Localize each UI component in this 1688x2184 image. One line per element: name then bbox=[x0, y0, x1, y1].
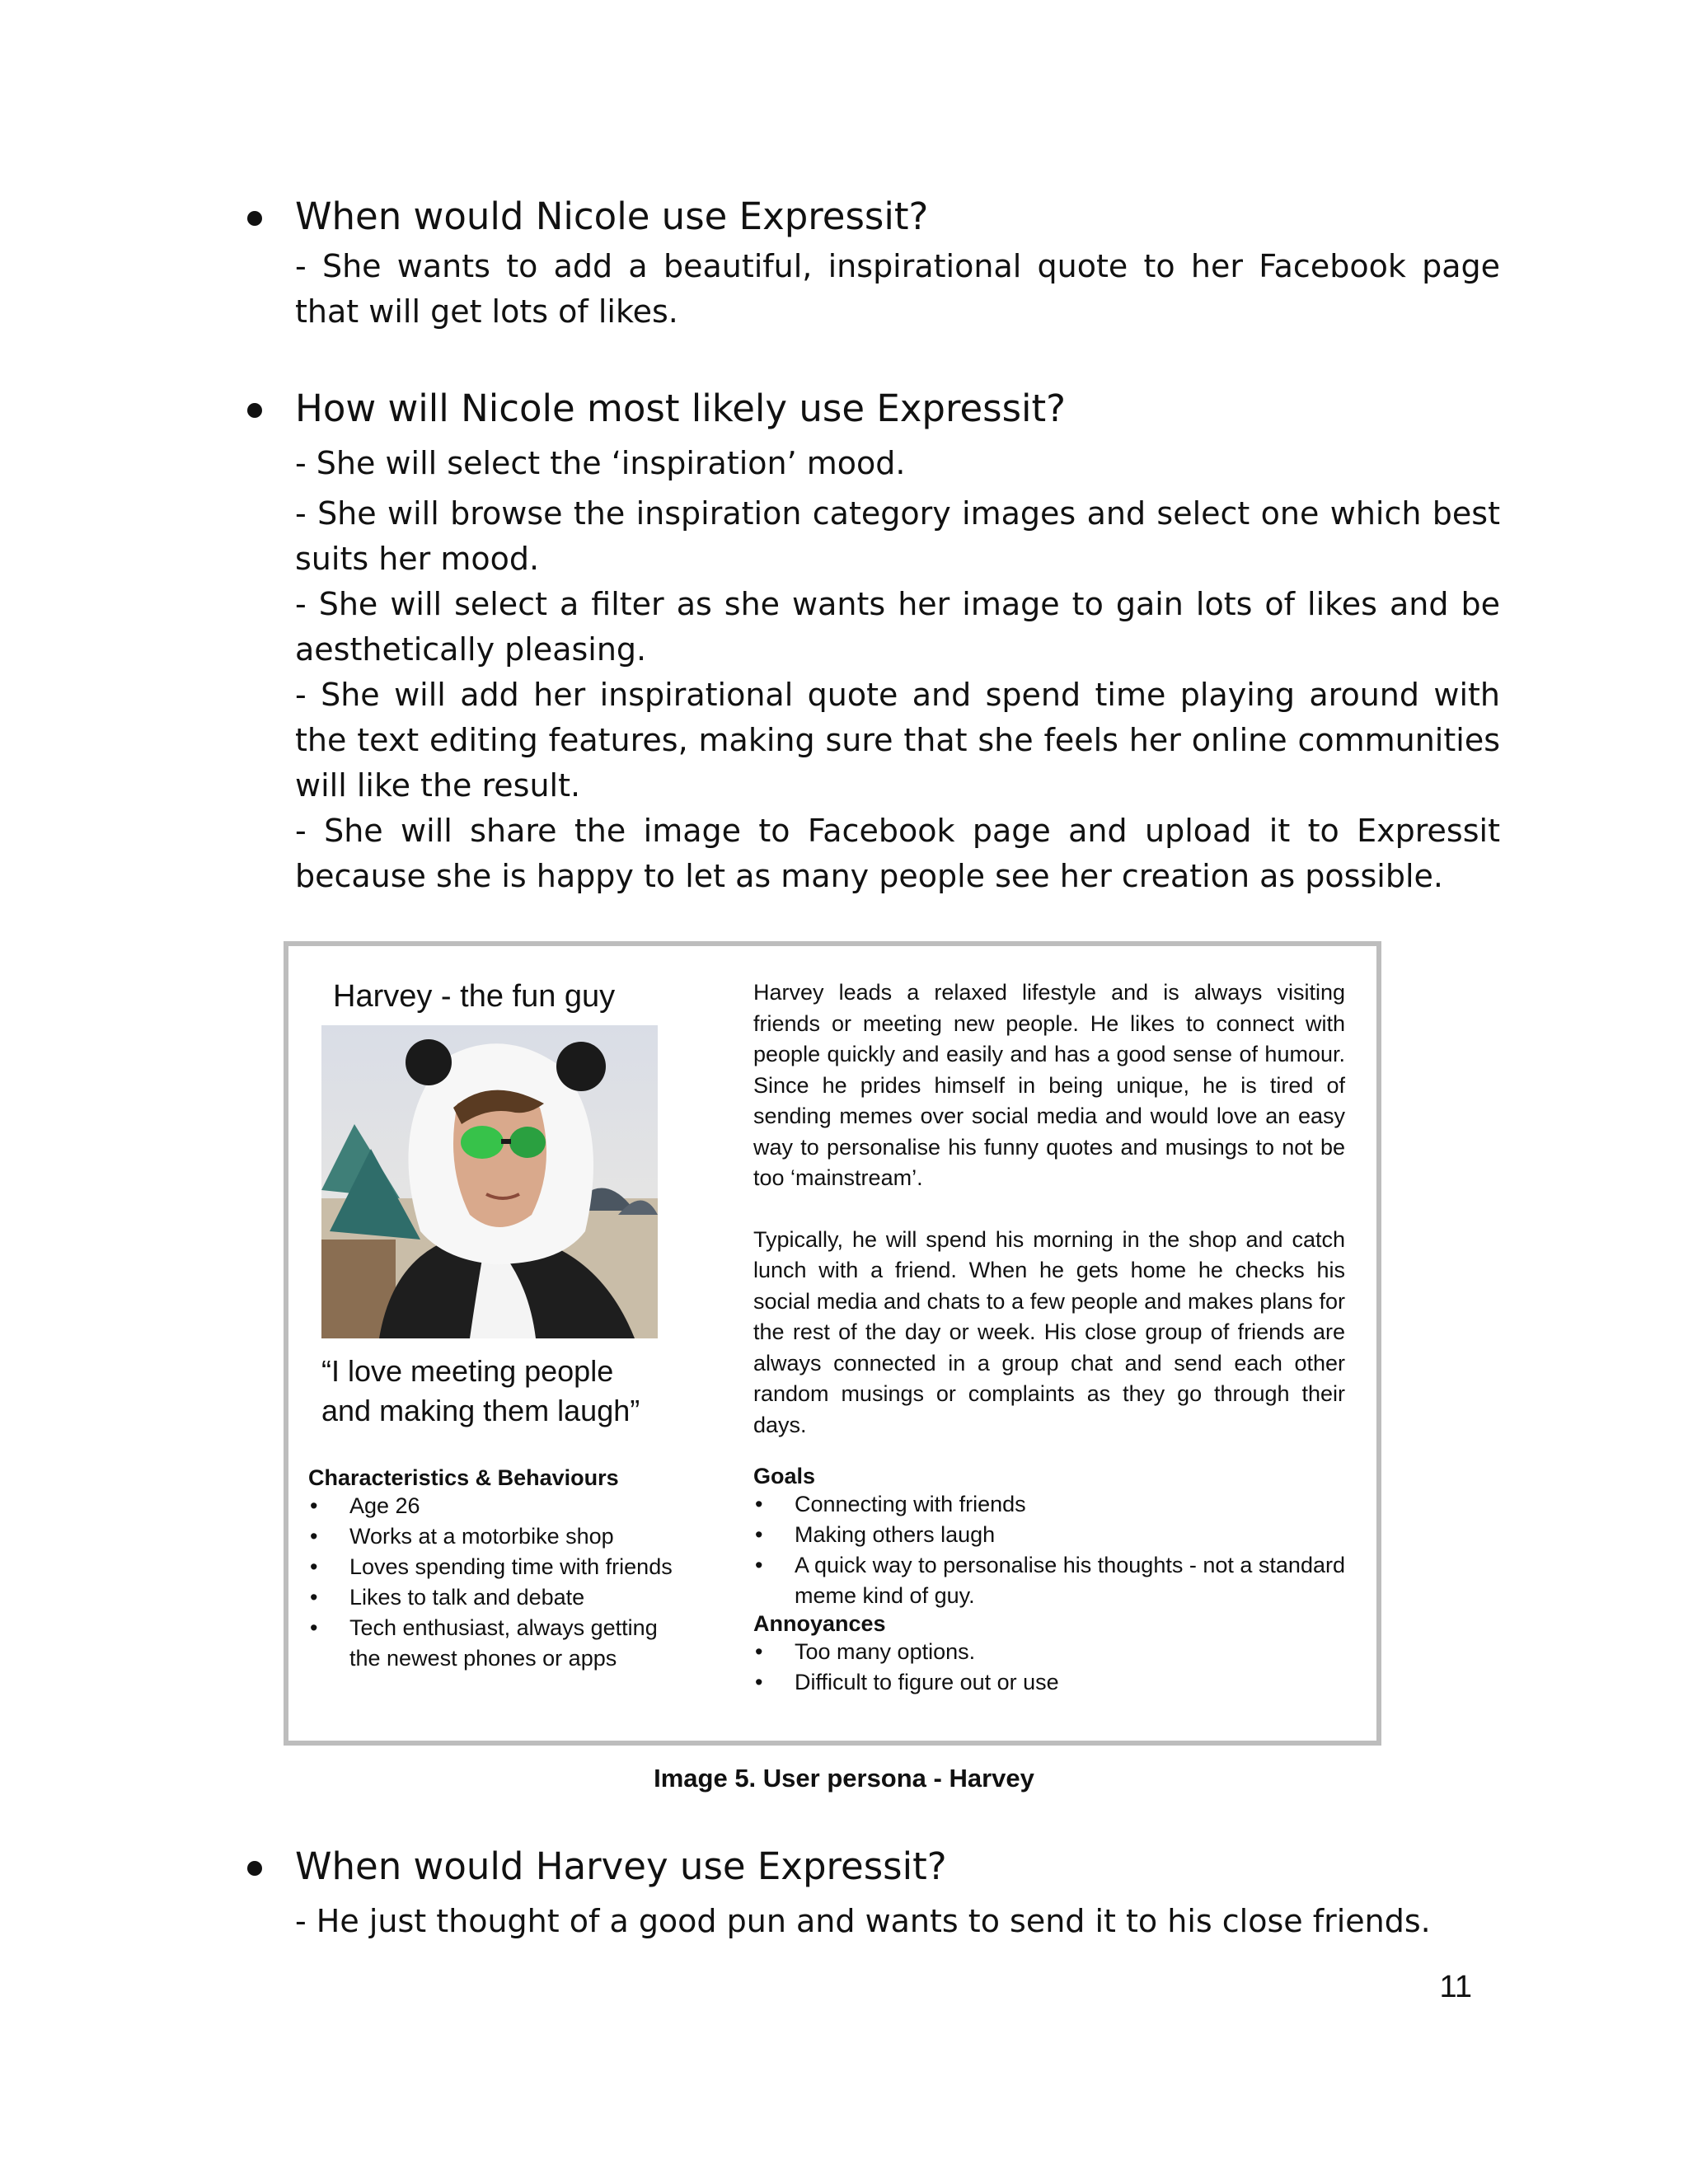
goals-section bbox=[753, 1464, 1345, 1698]
bullet-icon bbox=[247, 403, 262, 418]
list-item: • Making others laugh bbox=[753, 1520, 1345, 1550]
list-item: • Connecting with friends bbox=[753, 1489, 1345, 1520]
list-item: • Works at a motorbike shop bbox=[308, 1521, 687, 1552]
list-item: • Tech enthusiast, always getting the newest phones or apps bbox=[308, 1613, 687, 1674]
answer-text: - He just thought of a good pun and wants to send it to his close friends. bbox=[295, 1903, 1431, 1939]
characteristics-heading: Characteristics & Behaviours bbox=[308, 1465, 619, 1490]
section-heading: How will Nicole most likely use Expressit? bbox=[295, 387, 1067, 430]
answer-text: - She will add her inspirational quote and spend time playing around with the text editing features, making sure that she feels her online communities will like the result. bbox=[295, 677, 1500, 804]
bullet-icon bbox=[247, 1861, 262, 1876]
answer-text: - She will select the ‘inspiration’ mood. bbox=[295, 445, 906, 481]
answer-text: - She wants to add a beautiful, inspirational quote to her Facebook page that will get lots of likes. bbox=[295, 248, 1500, 330]
persona-photo-image bbox=[321, 1025, 658, 1338]
answer-text: - She will select a filter as she wants her image to gain lots of likes and be aesthetically pleasing. bbox=[295, 586, 1500, 668]
list-item: • Age 26 bbox=[308, 1491, 687, 1521]
goals-heading: Goals bbox=[753, 1464, 816, 1488]
section-heading: When would Nicole use Expressit? bbox=[295, 194, 929, 238]
characteristics-list bbox=[308, 1491, 687, 1674]
description-paragraph: Harvey leads a relaxed lifestyle and is always visiting friends or meeting new people. He likes to connect with people quickly and easily and has a good sense of humour. Since he prides himself in being unique, he is tired of sending memes over social media and would love an easy way to personalise his funny quotes and musings to not be too ‘mainstream’. bbox=[753, 980, 1345, 1190]
section-harvey-when bbox=[247, 1840, 1500, 1944]
section-nicole-how bbox=[247, 382, 1500, 899]
persona-title: Harvey - the fun guy bbox=[333, 979, 616, 1014]
persona-card bbox=[284, 941, 1381, 1746]
section-nicole-when bbox=[247, 190, 1500, 335]
characteristics-section bbox=[308, 1465, 687, 1674]
goals-list bbox=[753, 1489, 1345, 1611]
annoyances-list bbox=[753, 1637, 1345, 1698]
section-heading: When would Harvey use Expressit? bbox=[295, 1844, 947, 1888]
page-number: 11 bbox=[1439, 1970, 1472, 2004]
list-item: • Too many options. bbox=[753, 1637, 1345, 1667]
list-item: • Loves spending time with friends bbox=[308, 1552, 687, 1582]
list-item: • Difficult to figure out or use bbox=[753, 1667, 1345, 1698]
bullet-icon bbox=[247, 211, 262, 226]
persona-quote: “I love meeting people and making them laugh” bbox=[321, 1354, 640, 1427]
figure-caption: Image 5. User persona - Harvey bbox=[654, 1764, 1034, 1793]
list-item: • A quick way to personalise his thoughts - not a standard meme kind of guy. bbox=[753, 1550, 1345, 1611]
answer-text: - She will browse the inspiration category images and select one which best suits her mood. bbox=[295, 495, 1500, 577]
persona-description bbox=[753, 977, 1345, 1471]
answer-text: - She will share the image to Facebook page and upload it to Expressit because she is happy to let as many people see her creation as possible. bbox=[295, 813, 1500, 894]
persona-photo bbox=[321, 1025, 658, 1338]
annoyances-heading: Annoyances bbox=[753, 1611, 886, 1636]
list-item: • Likes to talk and debate bbox=[308, 1582, 687, 1613]
description-paragraph: Typically, he will spend his morning in the shop and catch lunch with a friend. When he gets home he checks his social media and chats to a few people and makes plans for the rest of the day or week. His close group of friends are always connected in a group chat and send each other random musings or complaints as they go through their days. bbox=[753, 1226, 1345, 1437]
